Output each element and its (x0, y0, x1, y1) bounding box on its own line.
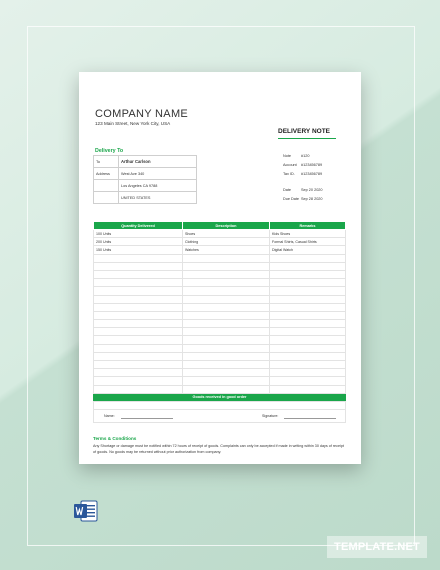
empty-table-row (94, 295, 346, 303)
empty-table-row (94, 369, 346, 377)
empty-table-cell (94, 361, 183, 369)
terms-text: Any Shortage or damage must be notified within 72 hours of receipt of goods. Complaints can only be accepted if made in writing within 30 days of receipt of goods. No goods may be returned without prior authorization from company. (93, 444, 344, 454)
empty-table-cell (270, 320, 346, 328)
info-date (283, 188, 345, 192)
info-value: #123456789 (301, 163, 323, 167)
empty-table-cell (183, 287, 270, 295)
title-underline (278, 138, 336, 139)
table-cell: Clothing (183, 238, 270, 246)
goods-heading: Goods received in good order (93, 394, 346, 401)
empty-table-row (94, 287, 346, 295)
table-cell: 200 Units (94, 238, 183, 246)
empty-table-cell (94, 344, 183, 352)
empty-table-cell (183, 385, 270, 393)
items-body (94, 230, 346, 402)
items-header: Remarks (270, 222, 346, 230)
empty-table-cell (270, 361, 346, 369)
empty-table-cell (270, 369, 346, 377)
document-title: DELIVERY NOTE (278, 128, 331, 135)
empty-table-row (94, 361, 346, 369)
items-header: Quantity Delivered (94, 222, 183, 230)
address-line: Los Angeles CA 9788 (119, 180, 197, 192)
info-label: Date (283, 188, 292, 192)
empty-table-cell (94, 320, 183, 328)
address-line: UNITED STATES (119, 192, 197, 204)
empty-table-row (94, 344, 346, 352)
empty-table-cell (183, 377, 270, 385)
empty-table-cell (183, 328, 270, 336)
empty-table-cell (270, 295, 346, 303)
goods-received-section (93, 394, 346, 423)
empty-table-row (94, 352, 346, 360)
table-cell: 100 Units (94, 230, 183, 238)
to-value: Arthur Carlson (119, 156, 197, 168)
empty-table-cell (270, 279, 346, 287)
items-table (93, 221, 346, 402)
empty-table-cell (94, 336, 183, 344)
empty-table-row (94, 254, 346, 262)
empty-table-cell (270, 328, 346, 336)
info-value: Sep 28 2020 (301, 197, 323, 201)
empty-table-row (94, 279, 346, 287)
empty-table-cell (94, 279, 183, 287)
info-note (283, 154, 345, 158)
address-spacer (94, 180, 119, 192)
document-page (79, 72, 361, 464)
empty-table-cell (270, 352, 346, 360)
terms-heading: Terms & Conditions (93, 436, 137, 441)
info-value: #123456789 (301, 172, 323, 176)
table-cell: Formal Shirts, Casual Shirts (270, 238, 346, 246)
empty-table-row (94, 377, 346, 385)
address-line: West Ave 340 (119, 168, 197, 180)
signature-line (284, 418, 336, 419)
empty-table-row (94, 270, 346, 278)
empty-table-cell (94, 328, 183, 336)
info-value: Sep 20 2020 (301, 188, 323, 192)
empty-table-cell (183, 295, 270, 303)
empty-table-cell (94, 287, 183, 295)
empty-table-cell (94, 270, 183, 278)
name-label: Name: (104, 414, 115, 418)
table-cell: Digital Watch (270, 246, 346, 254)
empty-table-cell (270, 303, 346, 311)
empty-table-cell (270, 262, 346, 270)
empty-table-cell (183, 344, 270, 352)
company-name: COMPANY NAME (95, 108, 189, 120)
info-label: Account (283, 163, 297, 167)
signature-row (93, 410, 346, 423)
info-label: Note (283, 154, 292, 158)
empty-table-cell (94, 377, 183, 385)
empty-table-cell (94, 352, 183, 360)
empty-table-row (94, 328, 346, 336)
delivery-to-table (93, 155, 197, 204)
empty-table-cell (183, 320, 270, 328)
empty-table-cell (94, 311, 183, 319)
empty-table-row (94, 320, 346, 328)
empty-table-cell (270, 377, 346, 385)
table-row (94, 238, 346, 246)
table-row (94, 246, 346, 254)
empty-table-cell (270, 311, 346, 319)
to-label: To (94, 156, 119, 168)
empty-table-cell (183, 279, 270, 287)
goods-blank-row (93, 401, 346, 410)
empty-table-row (94, 385, 346, 393)
empty-table-cell (94, 254, 183, 262)
empty-table-row (94, 303, 346, 311)
table-cell: Kids Shoes (270, 230, 346, 238)
empty-table-cell (94, 369, 183, 377)
info-label: Tax ID. (283, 172, 295, 176)
name-line (121, 418, 173, 419)
empty-table-cell (94, 262, 183, 270)
empty-table-cell (183, 311, 270, 319)
empty-table-cell (183, 369, 270, 377)
empty-table-cell (183, 361, 270, 369)
info-due-date (283, 197, 345, 201)
empty-table-cell (183, 254, 270, 262)
table-cell: 150 Units (94, 246, 183, 254)
address-spacer (94, 192, 119, 204)
empty-table-cell (183, 352, 270, 360)
empty-table-cell (183, 336, 270, 344)
empty-table-cell (183, 270, 270, 278)
info-label: Due Date (283, 197, 300, 201)
items-header: Description (183, 222, 270, 230)
brand-watermark: TEMPLATE.NET (327, 536, 427, 558)
empty-table-cell (270, 287, 346, 295)
info-tax-id (283, 172, 345, 176)
empty-table-row (94, 262, 346, 270)
signature-label: Signature: (262, 414, 279, 418)
empty-table-row (94, 336, 346, 344)
empty-table-cell (270, 270, 346, 278)
empty-table-cell (94, 385, 183, 393)
empty-table-cell (270, 254, 346, 262)
empty-table-row (94, 311, 346, 319)
empty-table-cell (270, 385, 346, 393)
empty-table-cell (270, 336, 346, 344)
address-label: Address (94, 168, 119, 180)
table-row (94, 230, 346, 238)
table-cell: Watches (183, 246, 270, 254)
empty-table-cell (94, 303, 183, 311)
table-cell: Shoes (183, 230, 270, 238)
empty-table-cell (183, 303, 270, 311)
empty-table-cell (183, 262, 270, 270)
empty-table-cell (94, 295, 183, 303)
delivery-to-heading: Delivery To (95, 148, 124, 154)
company-address: 123 Main Street, New York City, USA (95, 121, 171, 126)
info-value: #120 (301, 154, 310, 158)
empty-table-cell (270, 344, 346, 352)
word-icon (74, 500, 98, 522)
info-account (283, 163, 345, 167)
